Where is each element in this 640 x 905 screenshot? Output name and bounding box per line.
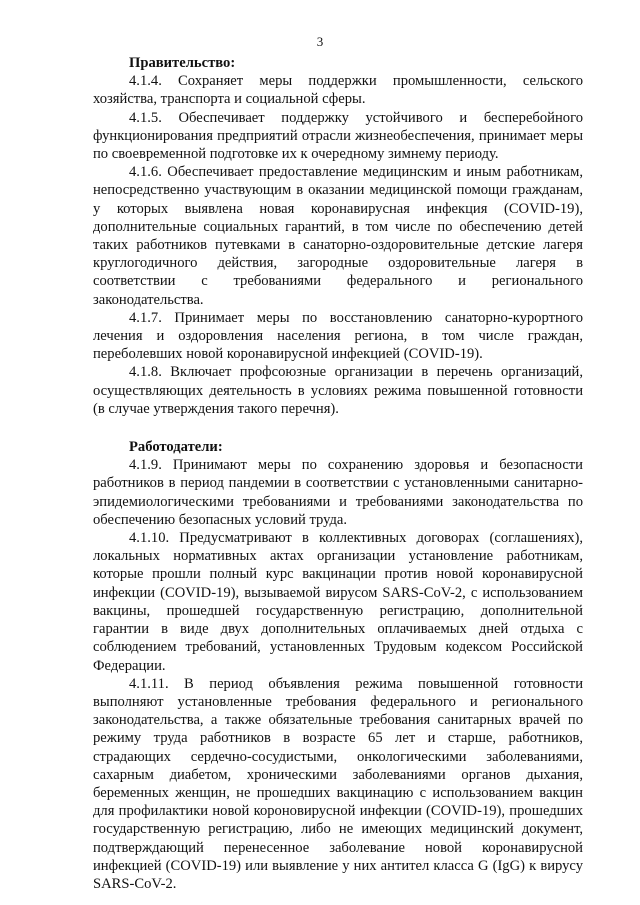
paragraph-4-1-10: 4.1.10. Предусматривают в коллективных договорах (соглашениях), локальных нормативных актах организации установление работникам, которые прошли полный курс вакцинации против новой коронавирусной инфекции (COVID-19), вызываемой вирусом SARS-CoV-2, с использованием вакцины, прошедшей государственную регистрацию, дополнительной гарантии в виде двух дополнительных оплачиваемых дней отдыха с соблюдением требований, установленных Трудовым кодексом Российской Федерации.	[93, 530, 583, 674]
paragraph-4-1-11: 4.1.11. В период объявления режима повышенной готовности выполняют установленные требования федерального и регионального законодательства, а также обязательные требования санитарных врачей по режиму труда работников в возрасте 65 лет и старше, работников, страдающих сердечно-сосудистыми, онкологическими заболеваниями, сахарным диабетом, хроническими заболеваниями органов дыхания, беременных женщин, не прошедших вакцинацию с использованием вакцин для профилактики новой короновирусной инфекции (COVID-19), прошедших государственную регистрацию, либо не имеющих медицинский документ, подтверждающий перенесенное заболевание новой коронавирусной инфекцией (COVID-19) или выявление у них антител класса G (IgG) к вирусу SARS-CoV-2.	[93, 675, 583, 892]
paragraph-4-1-6: 4.1.6. Обеспечивает предоставление медицинским и иным работникам, непосредственно участвующим в оказании медицинской помощи гражданам, у которых выявлена новая коронавирусная инфекция (COVID-19), дополнительные социальных гарантий, в том числе по обеспечению детей таких работников путевками в санаторно-оздоровительные детские лагеря круглогодичного действия, загородные оздоровительные лагеря в соответствии с требованиями федерального и регионального законодательства.	[93, 164, 583, 308]
paragraph-4-1-8: 4.1.8. Включает профсоюзные организации в перечень организаций, осуществляющих деятельность в условиях режима повышенной готовности (в случае утверждения такого перечня).	[93, 364, 583, 417]
paragraph-4-1-5: 4.1.5. Обеспечивает поддержку устойчивого и бесперебойного функционирования предприятий отрасли жизнеобеспечения, принимает меры по своевременной подготовке их к очередному зимнему периоду.	[93, 109, 583, 163]
paragraph-4-1-9: 4.1.9. Принимают меры по сохранению здоровья и безопасности работников в период пандемии в соответствии с установленными санитарно-эпидемиологическими требованиями и требованиями законодательства по обеспечению безопасных условий труда.	[93, 457, 583, 528]
section-heading-government: Правительство:	[129, 55, 236, 71]
page-number: 3	[316, 34, 324, 49]
paragraph-4-1-4: 4.1.4. Сохраняет меры поддержки промышленности, сельского хозяйства, транспорта и социальной сферы.	[93, 73, 583, 108]
document-body	[93, 54, 583, 893]
paragraph-4-1-7: 4.1.7. Принимает меры по восстановлению санаторно-курортного лечения и оздоровления населения региона, в том числе граждан, переболевших новой коронавирусной инфекцией (COVID-19).	[93, 309, 583, 363]
section-heading-employers: Работодатели:	[129, 439, 223, 456]
